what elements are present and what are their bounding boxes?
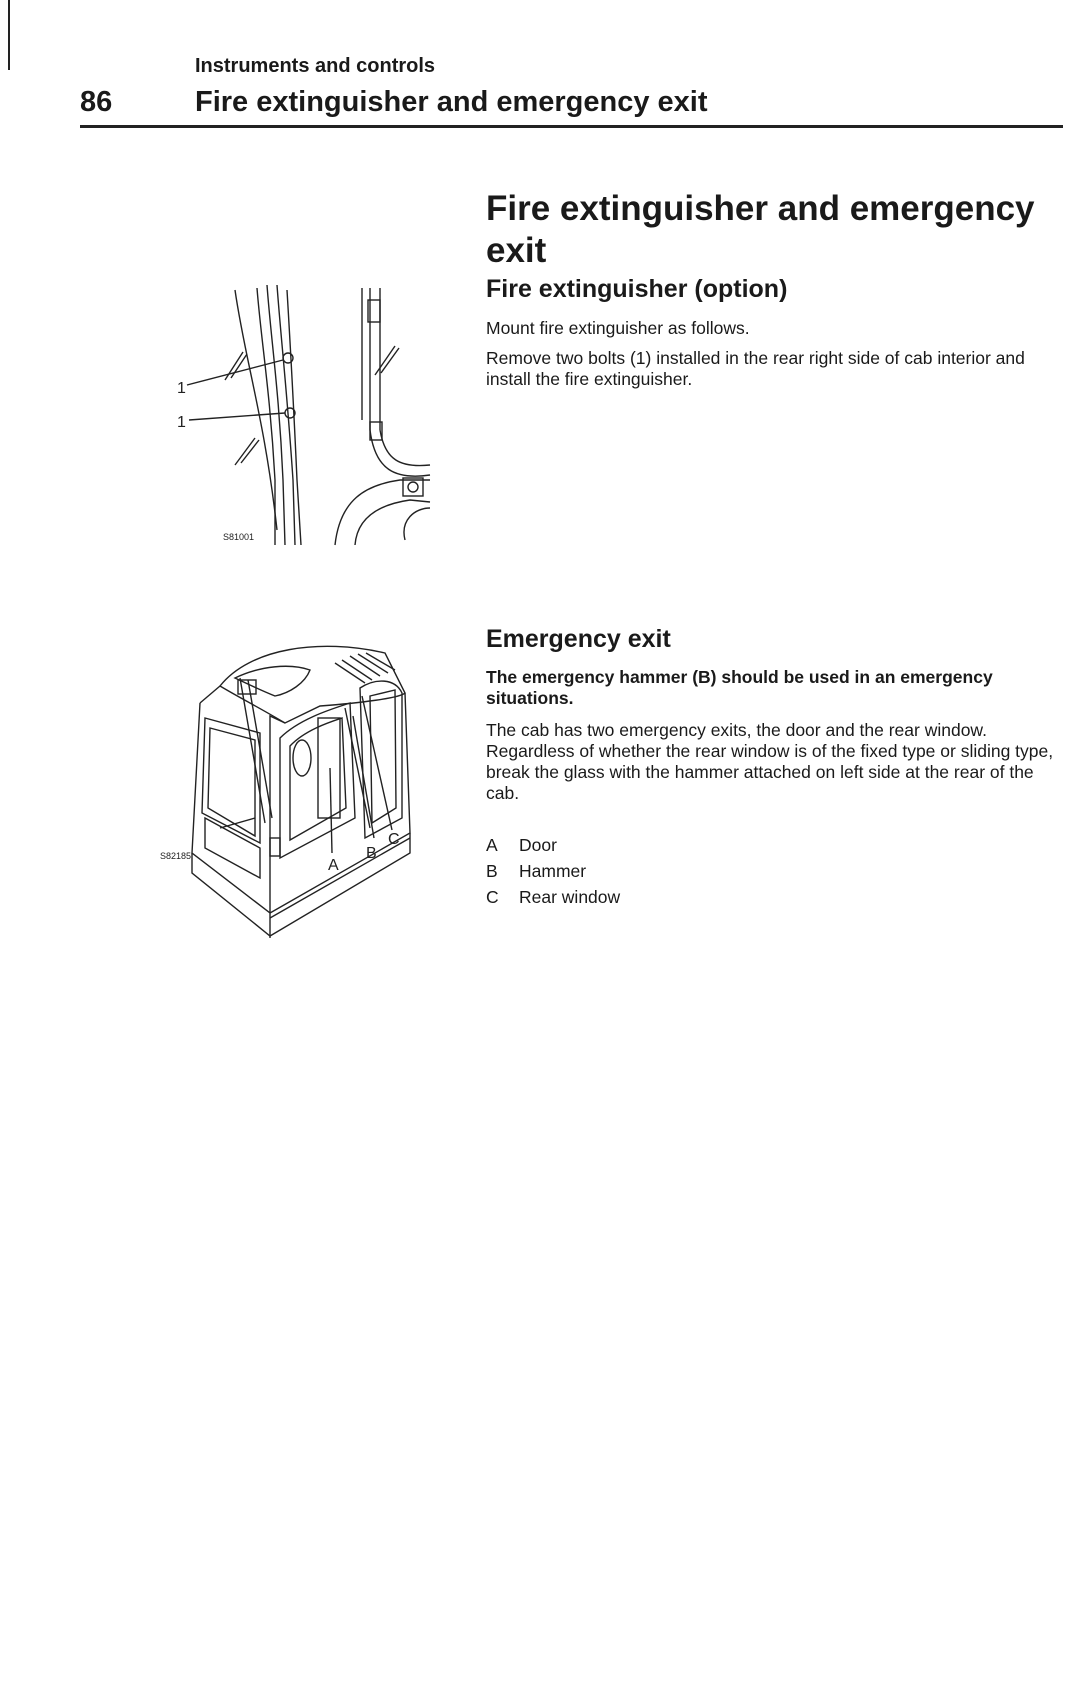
door-callout: A	[328, 857, 339, 874]
section-label: Instruments and controls	[195, 55, 436, 77]
hammer-callout: B	[366, 845, 377, 862]
fire-extinguisher-intro: Mount fire extinguisher as follows.	[486, 318, 750, 338]
page-number: 86	[80, 86, 113, 118]
legend-row	[486, 887, 620, 913]
fire-extinguisher-heading: Fire extinguisher (option)	[486, 275, 788, 303]
emergency-hammer-warning: The emergency hammer (B) should be used in an emergency situations.	[486, 667, 993, 708]
cab-pillar-illustration	[175, 280, 435, 550]
legend-key: C	[486, 887, 499, 907]
legend-key: A	[486, 835, 498, 855]
page-title: Fire extinguisher and emergency exit	[486, 189, 1035, 270]
header-divider	[80, 125, 1063, 128]
figure-legend	[486, 835, 620, 913]
emergency-exit-description: The cab has two emergency exits, the door and the rear window. Regardless of whether the rear window is of the fixed type or sliding type, break the glass with the hammer attached on left side at the rear of the cab.	[486, 720, 1054, 803]
legend-label: Door	[519, 835, 557, 855]
legend-row	[486, 861, 620, 887]
running-header-title: Fire extinguisher and emergency exit	[195, 86, 708, 118]
bolt-callout: 1	[177, 380, 186, 397]
margin-rule	[8, 0, 10, 70]
emergency-exit-heading: Emergency exit	[486, 625, 671, 653]
figure-code: S82185	[160, 851, 192, 861]
legend-key: B	[486, 861, 498, 881]
excavator-cab-illustration	[160, 618, 440, 948]
figure-code: S81001	[223, 532, 255, 542]
bolt-callout: 1	[177, 414, 186, 431]
rear-window-callout: C	[388, 831, 400, 848]
fire-extinguisher-instruction: Remove two bolts (1) installed in the rear right side of cab interior and install the fire extinguisher.	[486, 348, 1025, 389]
legend-row	[486, 835, 620, 861]
legend-label: Rear window	[519, 887, 621, 907]
legend-label: Hammer	[519, 861, 587, 881]
